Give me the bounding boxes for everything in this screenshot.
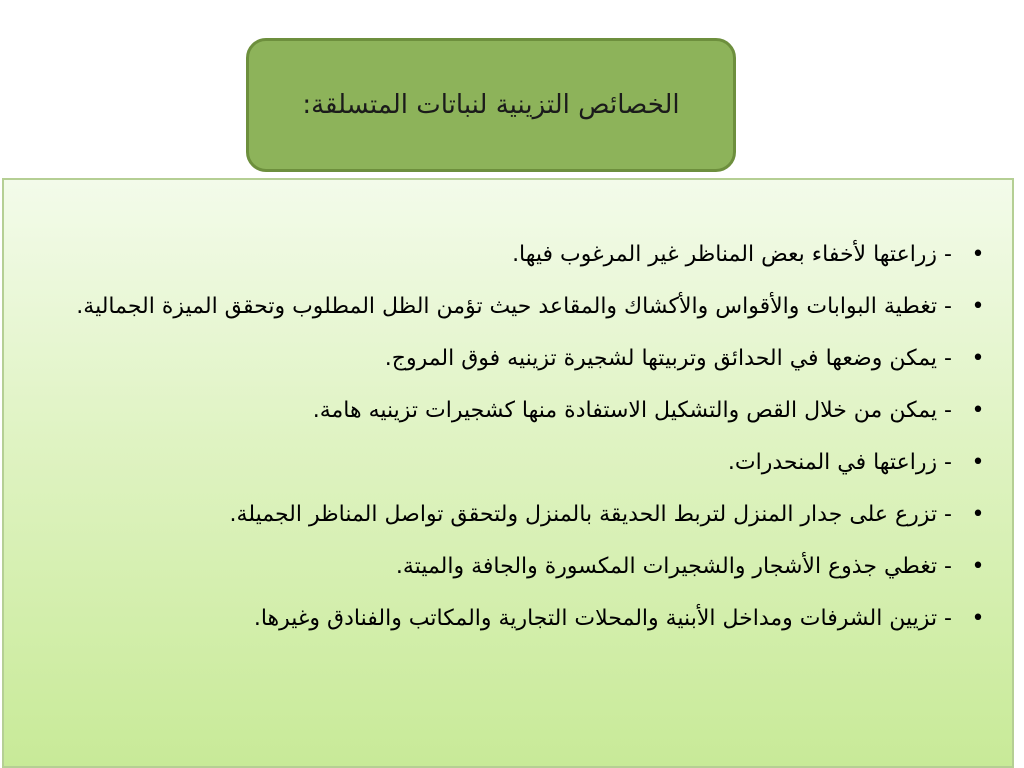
bullet-item	[24, 394, 988, 427]
bullet-text: - يمكن من خلال القص والتشكيل الاستفادة منها كشجيرات تزينيه هامة.	[312, 398, 952, 423]
bullet-item	[24, 446, 988, 479]
bullet-text: - تغطي جذوع الأشجار والشجيرات المكسورة والجافة والميتة.	[395, 554, 952, 579]
bullet-text: - زراعتها لأخفاء بعض المناظر غير المرغوب فيها.	[512, 242, 952, 267]
bullet-icon: •	[971, 294, 985, 319]
bullet-icon: •	[971, 242, 985, 267]
bullet-list	[24, 238, 988, 654]
bullet-text: - يمكن وضعها في الحدائق وتربيتها لشجيرة تزينيه فوق المروج.	[384, 346, 952, 371]
bullet-icon: •	[971, 450, 985, 475]
bullet-icon: •	[971, 606, 985, 631]
slide-title: الخصائص التزينية لنباتات المتسلقة:	[302, 90, 680, 120]
bullet-item	[24, 342, 988, 375]
bullet-item	[24, 238, 988, 271]
bullet-item	[24, 290, 988, 323]
bullet-text: - تزرع على جدار المنزل لتربط الحديقة بالمنزل ولتحقق تواصل المناظر الجميلة.	[229, 502, 952, 527]
bullet-icon: •	[971, 346, 985, 371]
title-box	[246, 38, 736, 172]
bullet-text: - تزيين الشرفات ومداخل الأبنية والمحلات التجارية والمكاتب والفنادق وغيرها.	[253, 606, 952, 631]
bullet-text: - زراعتها في المنحدرات.	[727, 450, 952, 475]
content-box	[2, 178, 1014, 768]
bullet-icon: •	[971, 398, 985, 423]
bullet-item	[24, 602, 988, 635]
bullet-item	[24, 550, 988, 583]
bullet-icon: •	[971, 554, 985, 579]
bullet-text: - تغطية البوابات والأقواس والأكشاك والمقاعد حيث تؤمن الظل المطلوب وتحقق الميزة الجمالية.	[76, 294, 952, 319]
bullet-icon: •	[971, 502, 985, 527]
bullet-item	[24, 498, 988, 531]
